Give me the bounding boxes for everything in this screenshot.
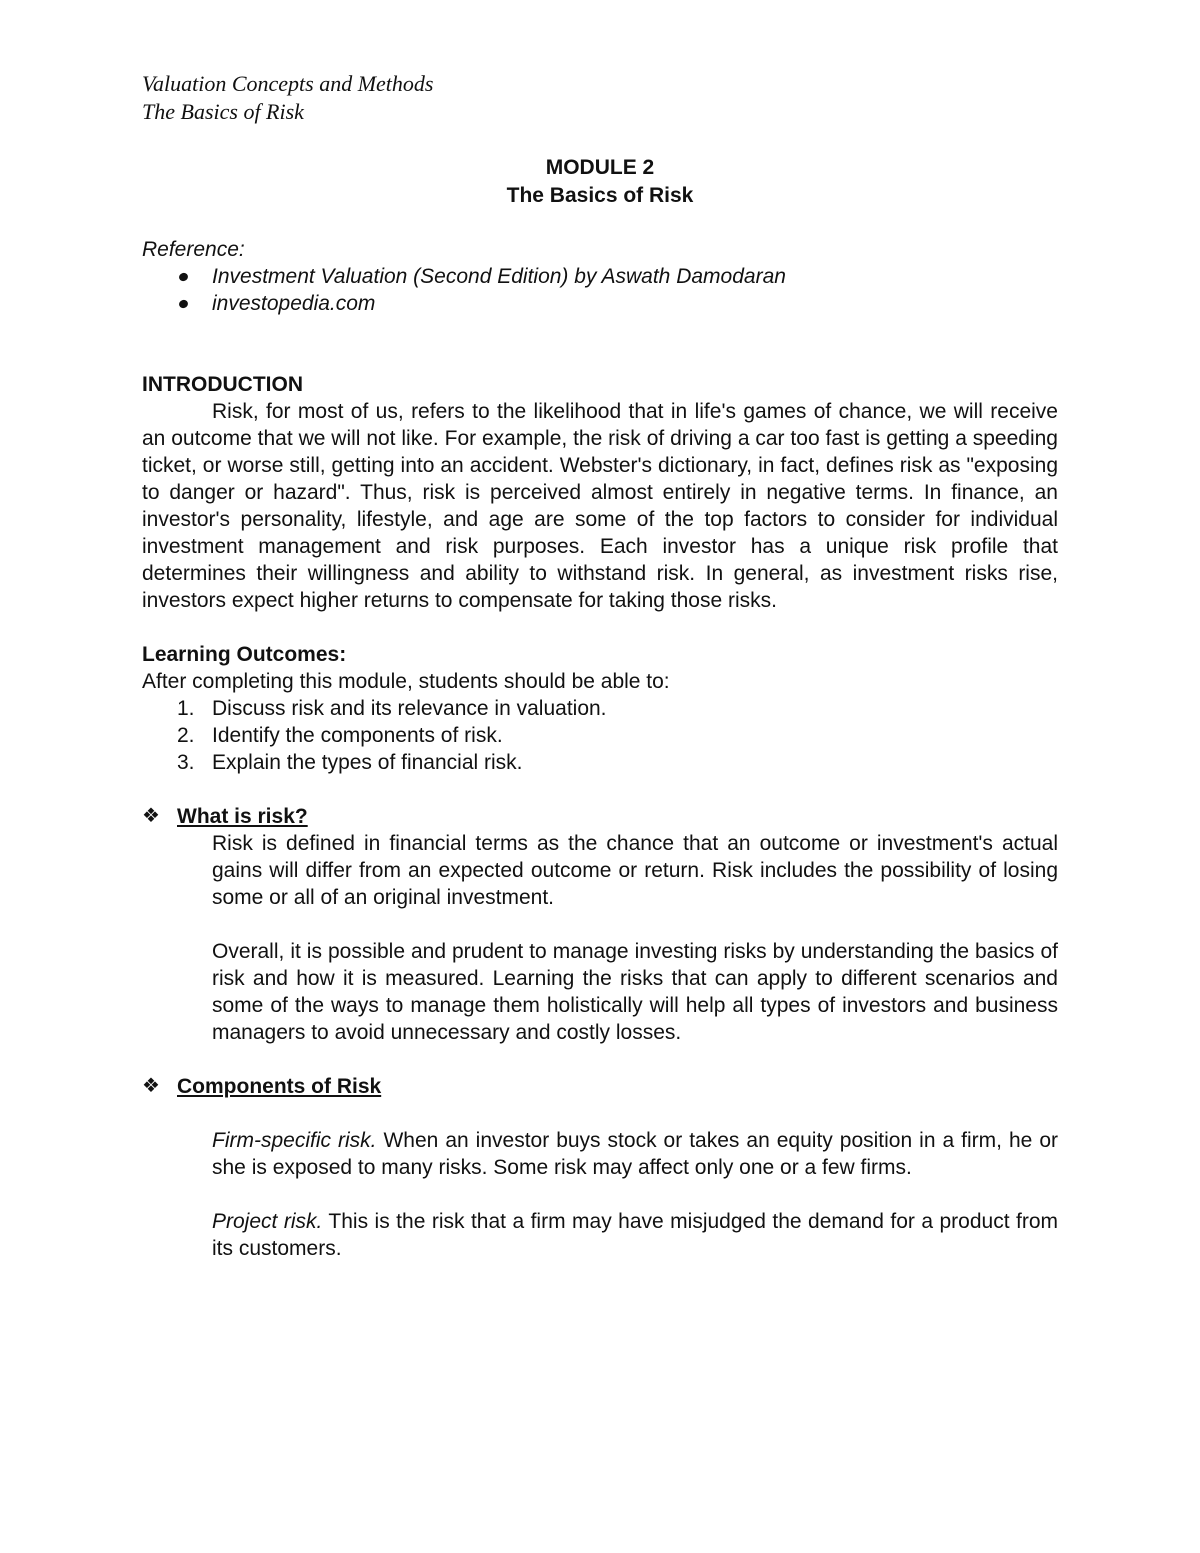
what-is-risk-paragraph-2: Overall, it is possible and prudent to manage investing risks by understanding the basics of risk and how it is measured. Learning the risks that can apply to different scenarios and some of the ways to manage them holistically will help all types of investors and business managers to avoid unnecessary and costly losses. [212, 940, 1058, 1044]
firm-specific-risk-text: When an investor buys stock or takes an equity position in a firm, he or she is exposed to many risks. Some risk may affect only one or a few firms. [212, 1129, 1058, 1179]
list-item [142, 722, 1058, 749]
list-item [142, 695, 1058, 722]
bullet-dot-icon [178, 272, 189, 283]
introduction-heading: INTRODUCTION [142, 373, 303, 396]
diamond-bullet-icon: ❖ [142, 1075, 160, 1097]
list-item [142, 749, 1058, 776]
outcome-text: Explain the types of financial risk. [212, 751, 523, 774]
firm-specific-risk-paragraph [212, 1127, 1058, 1181]
introduction-body: Risk, for most of us, refers to the likelihood that in life's games of chance, we will receive an outcome that we will not like. For example, the risk of driving a car too fast is getting a speeding ticket, or worse still, getting into an accident. Webster's dictionary, in fact, defines risk as "exposing to danger or hazard". Thus, risk is perceived almost entirely in negative terms. In finance, an investor's personality, lifestyle, and age are some of the top factors to consider for individual investment management and risk purposes. Each investor has a unique risk profile that determines their willingness and ability to withstand risk. In general, as investment risks rise, investors expect higher returns to compensate for taking those risks. [142, 400, 1058, 612]
outcome-text: Identify the components of risk. [212, 724, 503, 747]
firm-specific-risk-term: Firm-specific risk. [212, 1129, 377, 1152]
what-is-risk-heading-text: What is risk? [177, 805, 308, 828]
document-page [142, 70, 1058, 1262]
list-item [142, 290, 1058, 317]
components-heading-text: Components of Risk [177, 1075, 382, 1098]
header-course-title: Valuation Concepts and Methods [142, 71, 434, 96]
reference-item-text: Investment Valuation (Second Edition) by Aswath Damodaran [212, 265, 786, 288]
header-module-title: The Basics of Risk [142, 99, 304, 124]
what-is-risk-body [142, 830, 1058, 1046]
project-risk-paragraph [212, 1208, 1058, 1262]
what-is-risk-heading [142, 803, 1058, 830]
module-number: MODULE 2 [545, 156, 655, 179]
bullet-dot-icon [178, 299, 189, 310]
running-header [142, 70, 1058, 126]
what-is-risk-paragraph-1: Risk is defined in financial terms as the chance that an outcome or investment's actual gains will differ from an expected outcome or return. Risk includes the possibility of losing some or all of an original investment. [212, 832, 1058, 909]
list-number: 3. [177, 751, 195, 774]
learning-outcomes-list [142, 695, 1058, 776]
list-number: 1. [177, 697, 195, 720]
project-risk-text: This is the risk that a firm may have misjudged the demand for a product from its customers. [212, 1210, 1058, 1260]
outcome-text: Discuss risk and its relevance in valuation. [212, 697, 607, 720]
module-title: The Basics of Risk [506, 184, 694, 207]
list-item [142, 263, 1058, 290]
components-heading [142, 1073, 1058, 1100]
list-number: 2. [177, 724, 195, 747]
components-body [142, 1127, 1058, 1262]
learning-outcomes-intro: After completing this module, students should be able to: [142, 670, 670, 693]
diamond-bullet-icon: ❖ [142, 805, 160, 827]
reference-item-text: investopedia.com [212, 292, 376, 315]
reference-list [142, 263, 1058, 317]
reference-label: Reference: [142, 238, 245, 261]
learning-outcomes-heading: Learning Outcomes: [142, 643, 347, 666]
page-title-block [142, 154, 1058, 210]
project-risk-term: Project risk. [212, 1210, 323, 1233]
